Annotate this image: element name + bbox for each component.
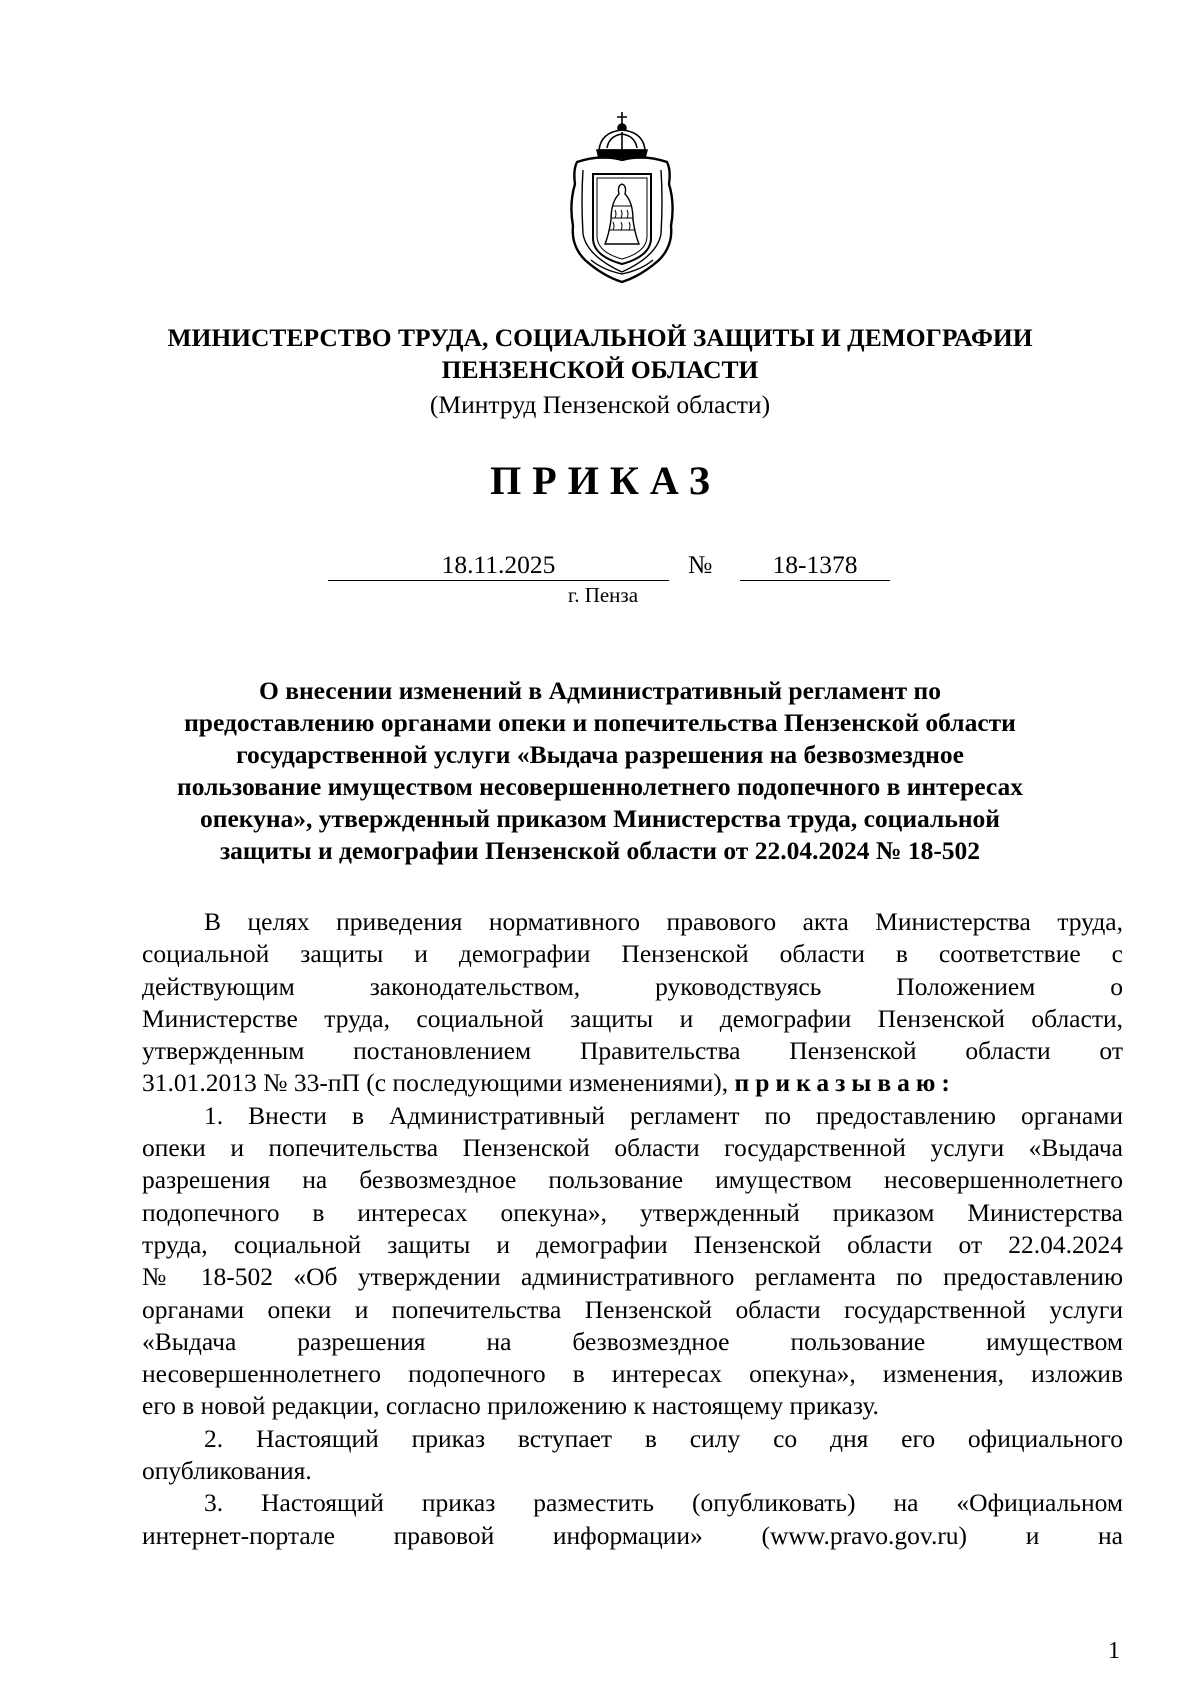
item1-line: опеки и попечительства Пензенской области государственной услуги «Выдача	[142, 1133, 1123, 1163]
subject-line: опекуна», утвержденный приказом Министерства труда, социальной	[200, 804, 1000, 833]
document-number: 18-1378	[740, 550, 890, 581]
document-body	[142, 906, 1123, 1552]
preamble-line: действующим законодательством, руководствуясь Положением о	[142, 971, 1123, 1001]
item1-line: его в новой редакции, согласно приложению к настоящему приказу.	[142, 1391, 879, 1421]
order-word: приказываю:	[734, 1068, 956, 1098]
document-city: г. Пенза	[567, 583, 639, 607]
preamble-line: Министерстве труда, социальной защиты и демографии Пензенской области,	[142, 1003, 1123, 1033]
coat-of-arms-icon	[563, 110, 681, 288]
number-sign: №	[688, 550, 713, 579]
item2-line: 2. Настоящий приказ вступает в силу со дня его официального	[204, 1423, 1123, 1453]
ministry-short-name: (Минтруд Пензенской области)	[429, 390, 771, 419]
item1-line: «Выдача разрешения на безвозмездное пользование имуществом	[142, 1326, 1123, 1356]
preamble-line: В целях приведения нормативного правового акта Министерства труда,	[204, 907, 1123, 936]
item2-line: опубликования.	[142, 1456, 312, 1486]
subject-line: государственной услуги «Выдача разрешения на безвозмездное	[236, 740, 964, 769]
item3-line: 3. Настоящий приказ разместить (опубликовать) на «Официальном	[204, 1488, 1123, 1518]
item1-line: 1. Внести в Административный регламент по предоставлению органами	[204, 1100, 1123, 1130]
item1-line: разрешения на безвозмездное пользование имуществом несовершеннолетнего	[142, 1165, 1123, 1195]
preamble-line: утвержденным постановлением Правительства Пензенской области от	[142, 1036, 1123, 1066]
preamble-last-line	[142, 1067, 1123, 1099]
document-type-title: ПРИКАЗ	[490, 458, 721, 503]
subject-line: пользование имуществом несовершеннолетнего подопечного в интересах	[177, 772, 1023, 801]
item1-line: № 18-502 «Об утверждении административного регламента по предоставлению	[142, 1262, 1123, 1292]
item1-line: подопечного в интересах опекуна», утвержденный приказом Министерства	[142, 1197, 1123, 1227]
item1-line: несовершеннолетнего подопечного в интересах опекуна», изменения, изложив	[142, 1359, 1123, 1389]
item1-line: органами опеки и попечительства Пензенской области государственной услуги	[142, 1294, 1123, 1324]
ministry-name-line2: ПЕНЗЕНСКОЙ ОБЛАСТИ	[441, 355, 759, 384]
preamble-line: 31.01.2013 № 33-пП (с последующими изменениями),	[142, 1068, 729, 1098]
subject-line: предоставлению органами опеки и попечительства Пензенской области	[184, 708, 1016, 737]
ministry-name-line1: МИНИСТЕРСТВО ТРУДА, СОЦИАЛЬНОЙ ЗАЩИТЫ И ДЕМОГРАФИИ	[167, 323, 1033, 352]
item1-line: труда, социальной защиты и демографии Пензенской области от 22.04.2024	[142, 1229, 1123, 1259]
subject-line: О внесении изменений в Административный регламент по	[259, 676, 941, 705]
page-number: 1	[1108, 1638, 1120, 1664]
item3-line: интернет-портале правовой информации» (www.pravo.gov.ru) и на	[142, 1520, 1123, 1550]
preamble-line: социальной защиты и демографии Пензенской области в соответствие с	[142, 939, 1123, 969]
document-date: 18.11.2025	[328, 550, 669, 581]
document-subject	[142, 675, 1058, 867]
subject-line: защиты и демографии Пензенской области от 22.04.2024 № 18-502	[219, 836, 981, 865]
